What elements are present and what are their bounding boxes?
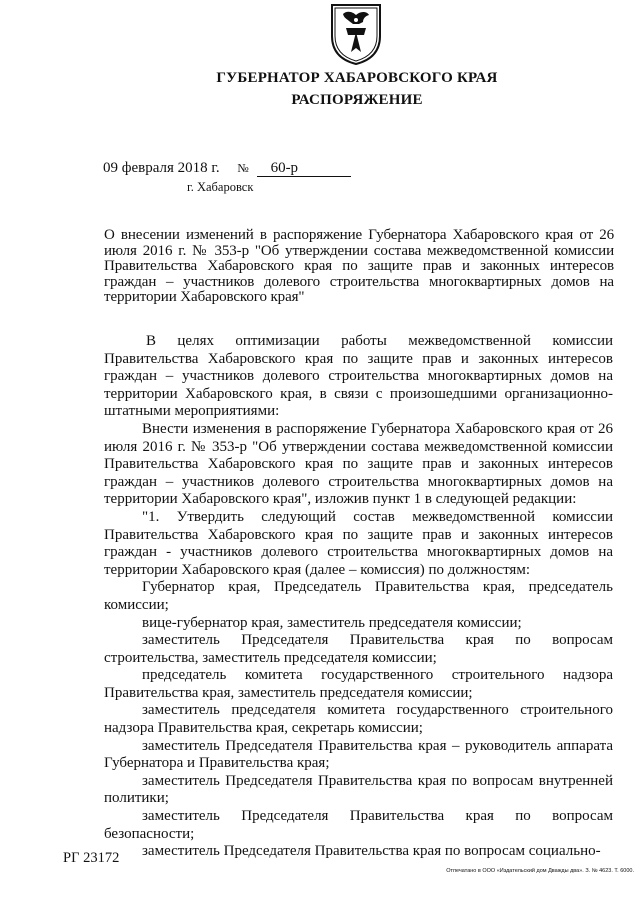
list-item: вице-губернатор края, заместитель председателя комиссии;: [142, 614, 522, 631]
list-item: заместитель Председателя Правительства края по вопросам безопасности;: [104, 808, 613, 842]
document-subject: О внесении изменений в распоряжение Губернатора Хабаровского края от 26 июля 2016 г. № 353-р "Об утверждении состава межведомственной комиссии Правительства Хабаровского края по защите прав и законных интересов граждан – участников долевого строительства многоквартирных домов на территории Хабаровского края": [104, 227, 614, 305]
preamble-paragraph: В целях оптимизации работы межведомственной комиссии Правительства Хабаровского края по защите прав и законных интересов граждан – участников долевого строительства многоквартирных домов на территории Хабаровского края, в связи с произошедшими организационно-штатными мероприятиями:: [104, 333, 613, 420]
list-item: Губернатор края, Председатель Правительства края, председатель комиссии;: [104, 579, 613, 613]
form-code: РГ 23172: [63, 850, 120, 866]
document-date: 09 февраля 2018 г.: [103, 160, 220, 176]
list-item: заместитель Председателя Правительства края по вопросам внутренней политики;: [104, 772, 613, 807]
list-item: председатель комитета государственного строительного надзора Правительства края, заместитель председателя комиссии;: [104, 667, 613, 701]
document-city: г. Хабаровск: [187, 180, 254, 194]
document-number: 60-р: [257, 161, 351, 177]
list-item: заместитель Председателя Правительства края по вопросам социально-: [142, 843, 601, 860]
body-paragraph: Внести изменения в распоряжение Губернатора Хабаровского края от 26 июля 2016 г. № 353-р "Об утверждении состава межведомственной комиссии Правительства Хабаровского края по защите прав и законных интересов граждан – участников долевого строительства многоквартирных домов на территории Хабаровского края", изложив пункт 1 в следующей редакции:: [104, 420, 613, 508]
list-item: заместитель Председателя Правительства края по вопросам строительства, заместитель председателя комиссии;: [104, 632, 613, 666]
date-number-line: [103, 160, 351, 177]
body-paragraph: "1. Утвердить следующий состав межведомственной комиссии Правительства Хабаровского края по защите прав и законных интересов граждан - участников долевого строительства многоквартирных домов на территории Хабаровского края (далее – комиссия) по должностям:: [104, 508, 613, 578]
number-sign: №: [237, 161, 249, 175]
print-note: Отпечатано в ООО «Издательский дом Дважды два». З. № 4623. Т. 6000.: [446, 868, 634, 874]
issuer-title: ГУБЕРНАТОР ХАБАРОВСКОГО КРАЯ: [216, 70, 498, 86]
document-type: РАСПОРЯЖЕНИЕ: [291, 92, 423, 108]
list-item: заместитель Председателя Правительства края – руководитель аппарата Губернатора и Правительства края;: [104, 737, 613, 772]
list-item: заместитель председателя комитета государственного строительного надзора Правительства края, секретарь комиссии;: [104, 702, 613, 737]
coat-of-arms-icon: [329, 2, 383, 66]
document-body: [104, 333, 613, 861]
